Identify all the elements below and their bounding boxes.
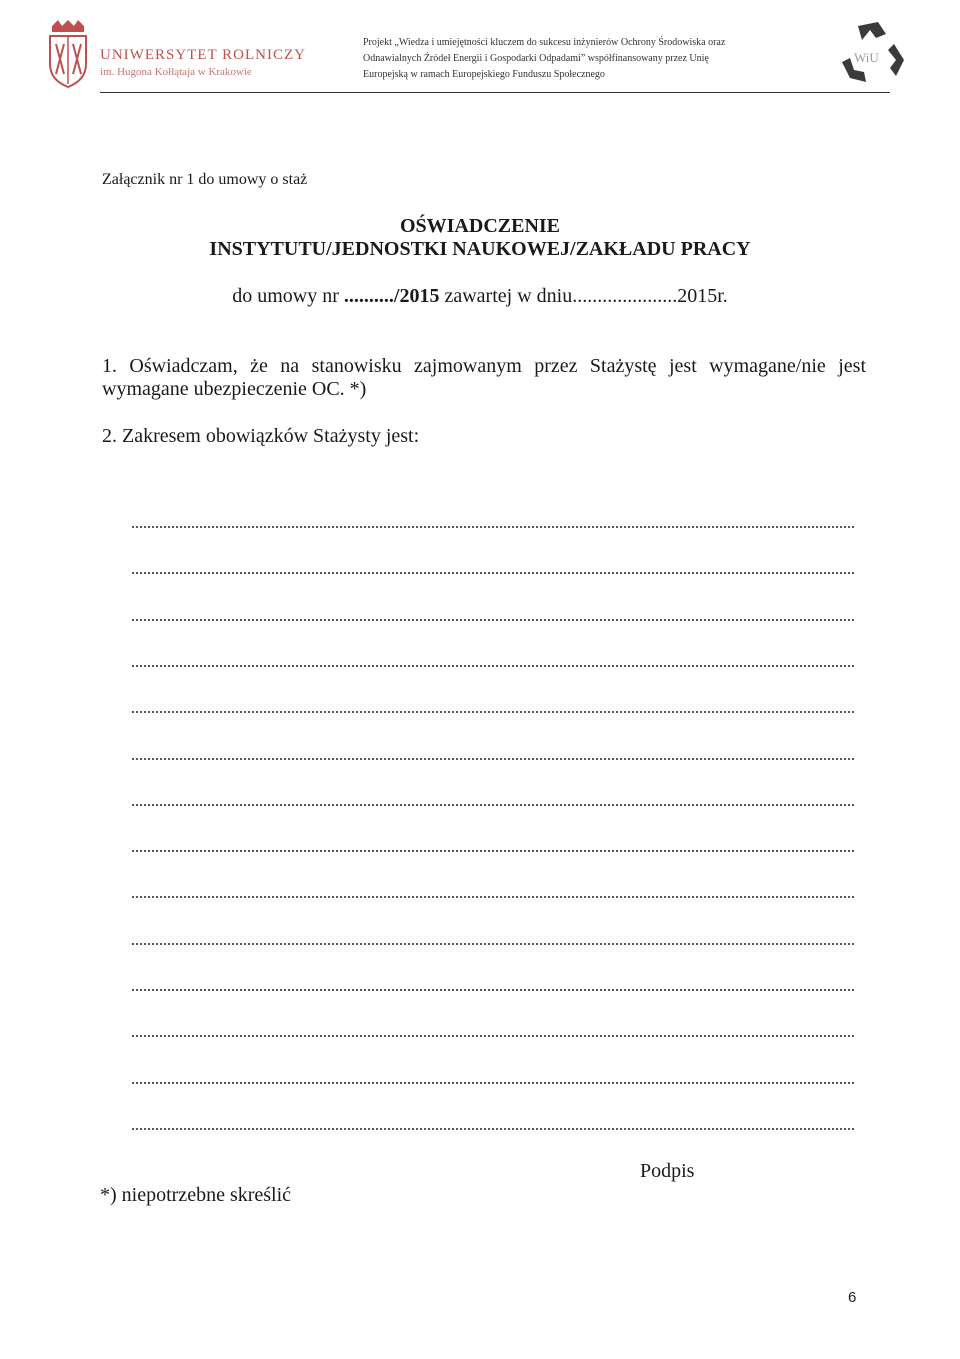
page-header: [0, 0, 960, 100]
dotted-line: [132, 526, 854, 528]
dotted-line: [132, 1128, 854, 1130]
page-number: 6: [848, 1289, 857, 1306]
dotted-line: [132, 804, 854, 806]
dotted-line: [132, 665, 854, 667]
document-title: OŚWIADCZENIE: [399, 215, 561, 237]
wiu-logo-text: WiU: [854, 50, 879, 65]
footnote: *) niepotrzebne skreślić: [100, 1184, 292, 1206]
dotted-line: [132, 943, 854, 945]
dotted-line: [132, 896, 854, 898]
contract-reference: [0, 285, 960, 308]
dotted-line: [132, 1082, 854, 1084]
statement-item-1: [102, 355, 866, 401]
contract-number-field: ........../2015: [343, 285, 440, 307]
contract-date-field: zawartej w dniu.....................2015r.: [444, 285, 728, 307]
dotted-line: [132, 850, 854, 852]
university-subtitle: im. Hugona Kołłątaja w Krakowie: [100, 66, 252, 78]
document-subtitle: INSTYTUTU/JEDNOSTKI NAUKOWEJ/ZAKŁADU PRACY: [209, 238, 751, 260]
project-line: Europejską w ramach Europejskiego Funduszu Społecznego: [363, 69, 605, 80]
wiu-recycle-logo-icon: [830, 18, 910, 94]
contract-prefix: do umowy nr: [232, 285, 339, 307]
item-number: 1.: [102, 355, 117, 377]
dotted-line: [132, 758, 854, 760]
project-line: Projekt „Wiedza i umiejętności kluczem do sukcesu inżynierów Ochrony Środowiska oraz: [363, 37, 726, 48]
signature-label: Podpis: [640, 1160, 695, 1182]
dotted-line: [132, 989, 854, 991]
project-line: Odnawialnych Źródeł Energii i Gospodarki Odpadami” współfinansowany przez Unię: [363, 53, 709, 64]
project-description: [363, 35, 793, 83]
dotted-line: [132, 711, 854, 713]
statement-item-2: 2. Zakresem obowiązków Stażysty jest:: [102, 425, 420, 447]
dotted-line: [132, 619, 854, 621]
header-divider: [100, 92, 890, 93]
dotted-line: [132, 1035, 854, 1037]
university-name: UNIWERSYTET ROLNICZY: [100, 47, 306, 63]
statement-text: Oświadczam, że na stanowisku zajmowanym przez Stażystę jest wymagane/nie jest wymagane ubezpieczenie OC. *): [102, 355, 866, 400]
annex-label: Załącznik nr 1 do umowy o staż: [102, 171, 308, 188]
university-crest-icon: [46, 20, 90, 88]
dotted-line: [132, 572, 854, 574]
